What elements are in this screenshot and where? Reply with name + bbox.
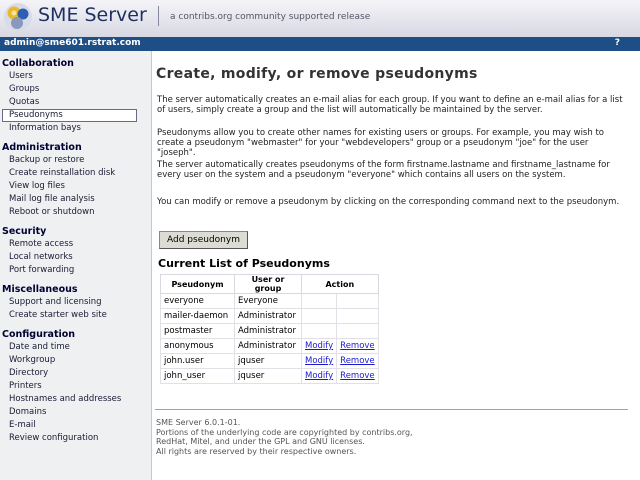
footer-divider	[155, 409, 628, 410]
footer-line: RedHat, Mitel, and under the GPL and GNU licenses.	[156, 437, 365, 446]
sme-logo-icon	[3, 2, 33, 32]
intro-paragraph-3: The server automatically creates pseudonyms of the form firstname.lastname and firstname_lastname for every user on the system and a pseudonym "everyone" which contains all users on the system.	[157, 160, 610, 180]
nav-heading: Security	[2, 226, 47, 237]
sidebar	[0, 51, 152, 480]
user-or-group-cell: jquser	[235, 369, 302, 384]
nav-group	[0, 226, 151, 277]
remove-cell	[337, 369, 379, 384]
column-header-action: Action	[302, 275, 379, 294]
table-row	[161, 369, 379, 384]
header-divider	[158, 6, 159, 26]
modify-cell	[302, 309, 337, 324]
sidebar-item-quotas[interactable]: Quotas	[9, 97, 40, 107]
intro-paragraph-1: The server automatically creates an e-mail alias for each group. If you want to define an e-mail alias for a list of users, simply create a group and the list will automatically be maintained by the server.	[157, 95, 623, 115]
sidebar-item-create-reinstallation-disk[interactable]: Create reinstallation disk	[9, 168, 116, 178]
modify-cell	[302, 354, 337, 369]
footer-line: All rights are reserved by their respective owners.	[156, 446, 357, 456]
sidebar-item-port-forwarding[interactable]: Port forwarding	[9, 265, 75, 275]
pseudonym-cell: john_user	[161, 369, 235, 384]
sidebar-item-backup-or-restore[interactable]: Backup or restore	[9, 155, 85, 165]
sidebar-item-remote-access[interactable]: Remote access	[9, 239, 74, 249]
help-link[interactable]: ?	[614, 38, 620, 48]
sidebar-item-hostnames-and-addresses[interactable]: Hostnames and addresses	[9, 394, 122, 404]
sidebar-item-information-bays[interactable]: Information bays	[9, 123, 81, 133]
pseudonym-list-title: Current List of Pseudonyms	[158, 257, 330, 270]
nav-heading: Miscellaneous	[2, 284, 78, 295]
table-row	[161, 354, 379, 369]
user-or-group-cell: jquser	[235, 354, 302, 369]
sidebar-item-workgroup[interactable]: Workgroup	[9, 355, 56, 365]
column-header-pseudonym: Pseudonym	[161, 275, 235, 294]
sidebar-item-directory[interactable]: Directory	[9, 368, 49, 378]
remove-cell	[337, 324, 379, 339]
pseudonym-cell: everyone	[161, 294, 235, 309]
sidebar-item-mail-log-file-analysis[interactable]: Mail log file analysis	[9, 194, 95, 204]
sidebar-item-users[interactable]: Users	[9, 71, 33, 81]
footer-line: SME Server 6.0.1-01.	[156, 418, 241, 427]
remove-link[interactable]: Remove	[340, 341, 375, 351]
footer	[156, 418, 626, 456]
sidebar-item-support-and-licensing[interactable]: Support and licensing	[9, 297, 102, 307]
add-pseudonym-button[interactable]: Add pseudonym	[159, 231, 248, 249]
remove-cell	[337, 294, 379, 309]
table-header-row	[161, 275, 379, 294]
remove-link[interactable]: Remove	[340, 371, 375, 381]
user-bar	[0, 37, 640, 51]
modify-link[interactable]: Modify	[305, 341, 334, 351]
user-or-group-cell: Administrator	[235, 309, 302, 324]
nav-group	[0, 58, 151, 135]
pseudonym-cell: mailer-daemon	[161, 309, 235, 324]
sidebar-item-create-starter-web-site[interactable]: Create starter web site	[9, 310, 107, 320]
pseudonym-cell: postmaster	[161, 324, 235, 339]
brand-tagline: a contribs.org community supported release	[170, 12, 371, 22]
sidebar-item-printers[interactable]: Printers	[9, 381, 42, 391]
pseudonym-cell: anonymous	[161, 339, 235, 354]
sidebar-item-domains[interactable]: Domains	[9, 407, 47, 417]
column-header-user-or-group: User or group	[235, 275, 302, 294]
sidebar-item-local-networks[interactable]: Local networks	[9, 252, 73, 262]
sidebar-item-review-configuration[interactable]: Review configuration	[9, 433, 99, 443]
user-or-group-cell: Administrator	[235, 339, 302, 354]
intro-paragraph-4: You can modify or remove a pseudonym by clicking on the corresponding command next to the pseudonym.	[157, 197, 620, 207]
sidebar-item-view-log-files[interactable]: View log files	[9, 181, 65, 191]
remove-cell	[337, 354, 379, 369]
nav-group	[0, 284, 151, 322]
modify-link[interactable]: Modify	[305, 356, 334, 366]
user-or-group-cell: Everyone	[235, 294, 302, 309]
table-row	[161, 324, 379, 339]
pseudonym-cell: john.user	[161, 354, 235, 369]
remove-link[interactable]: Remove	[340, 356, 375, 366]
table-row	[161, 294, 379, 309]
table-row	[161, 309, 379, 324]
sidebar-item-groups[interactable]: Groups	[9, 84, 40, 94]
remove-cell	[337, 339, 379, 354]
table-row	[161, 339, 379, 354]
modify-cell	[302, 324, 337, 339]
modify-cell	[302, 369, 337, 384]
modify-cell	[302, 294, 337, 309]
app-header	[0, 0, 640, 37]
modify-link[interactable]: Modify	[305, 371, 334, 381]
modify-cell	[302, 339, 337, 354]
brand-title: SME Server	[38, 4, 147, 26]
main-content	[152, 51, 640, 480]
page-title: Create, modify, or remove pseudonyms	[156, 66, 478, 82]
user-or-group-cell: Administrator	[235, 324, 302, 339]
footer-line: Portions of the underlying code are copyrighted by contribs.org,	[156, 427, 413, 437]
nav-group	[0, 142, 151, 219]
table-body	[161, 294, 379, 384]
logged-in-user: admin@sme601.rstrat.com	[4, 38, 141, 48]
sidebar-item-pseudonyms[interactable]: Pseudonyms	[2, 109, 137, 122]
pseudonym-table	[160, 274, 379, 384]
sidebar-item-e-mail[interactable]: E-mail	[9, 420, 36, 430]
nav-heading: Administration	[2, 142, 82, 153]
sidebar-item-date-and-time[interactable]: Date and time	[9, 342, 70, 352]
nav-heading: Collaboration	[2, 58, 74, 69]
remove-cell	[337, 309, 379, 324]
intro-paragraph-2: Pseudonyms allow you to create other names for existing users or groups. For example, you may wish to create a pseudonym "webmaster" for your "webdevelopers" group or a pseudonym "joe" for the user "joseph".	[157, 128, 604, 158]
sidebar-item-reboot-or-shutdown[interactable]: Reboot or shutdown	[9, 207, 95, 217]
nav-group	[0, 329, 151, 445]
nav-heading: Configuration	[2, 329, 76, 340]
